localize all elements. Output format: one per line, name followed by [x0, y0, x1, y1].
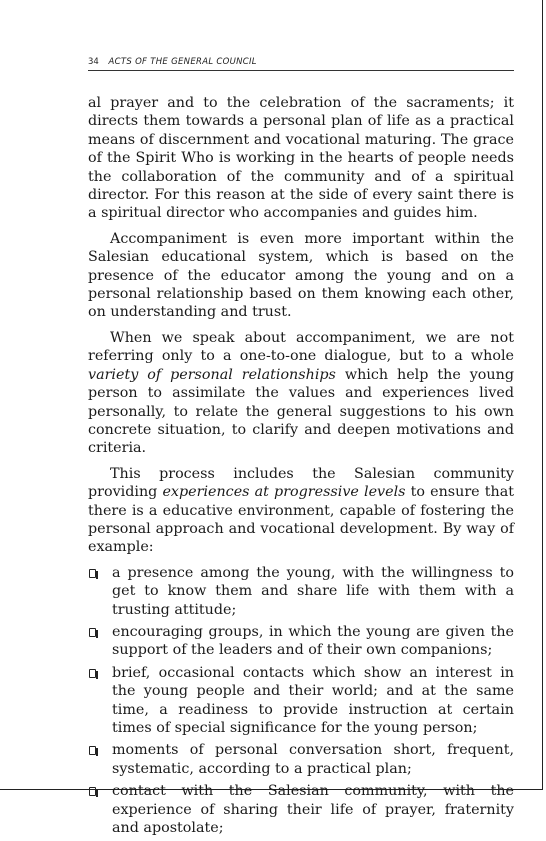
list-item: [88, 664, 514, 738]
list-item-text: moments of personal conversation short, frequent, systematic, according to a practical plan;: [112, 742, 514, 777]
running-title: ACTS OF THE GENERAL COUNCIL: [108, 57, 257, 67]
paragraph-3-end: which help the young person to assimilate the values and experiences lived personally, to relate the general suggestions to his own concrete situation, to clarify and deepen motivations and criteria.: [88, 366, 514, 457]
paragraph-3: [88, 329, 514, 458]
list-item: [88, 741, 514, 778]
paragraph-3-emphasis: variety of personal relationships: [88, 366, 336, 383]
paragraph-4-emphasis: experiences at progressive levels: [162, 484, 406, 501]
checkbox-bullet-icon: [89, 628, 96, 637]
paragraph-4: [88, 465, 514, 557]
list-item: [88, 782, 514, 837]
list-item-text: encouraging groups, in which the young are given the support of the leaders and of their own companions;: [112, 623, 514, 659]
list-item-text: a presence among the young, with the willingness to get to know them and share life with them with a trusting attitude;: [112, 564, 514, 618]
list-item-text: brief, occasional contacts which show an interest in the young people and their world; and at the same time, a readiness to provide instruction at certain times of special significance for the young person;: [112, 664, 514, 736]
paragraph-4-end: to ensure that there is a educative environment, capable of fostering the personal approach and vocational development. By way of example:: [88, 484, 514, 556]
list-item: [88, 623, 514, 660]
list-item-text: contact with the Salesian community, with the experience of sharing their life of prayer, fraternity and apostolate;: [112, 783, 514, 837]
paragraph-4-start: This process includes the Salesian community providing: [88, 465, 514, 501]
list-item: [88, 564, 514, 619]
checkbox-bullet-icon: [89, 746, 96, 755]
paragraph-2: Accompaniment is even more important within the Salesian educational system, which is based on the presence of the educator among the young and on a personal relationship based on them knowing each other, on understanding and trust.: [88, 230, 514, 321]
body-text: [88, 94, 514, 841]
checkbox-bullet-icon: [89, 569, 96, 578]
paragraph-1: al prayer and to the celebration of the sacraments; it directs them towards a personal plan of life as a practical means of discernment and vocational maturing. The grace of the Spirit Who is working in the hearts of people needs the collaboration of the community and of a spiritual director. For this reason at the side of every saint there is a spiritual director who accompanies and guides him.: [88, 95, 514, 222]
running-header: [88, 57, 514, 71]
paragraph-3-start: When we speak about accompaniment, we are not referring only to a one-to-one dialogue, but to a whole: [88, 329, 514, 365]
page-number: 34: [88, 57, 99, 67]
example-list: [88, 564, 514, 838]
checkbox-bullet-icon: [89, 669, 96, 678]
